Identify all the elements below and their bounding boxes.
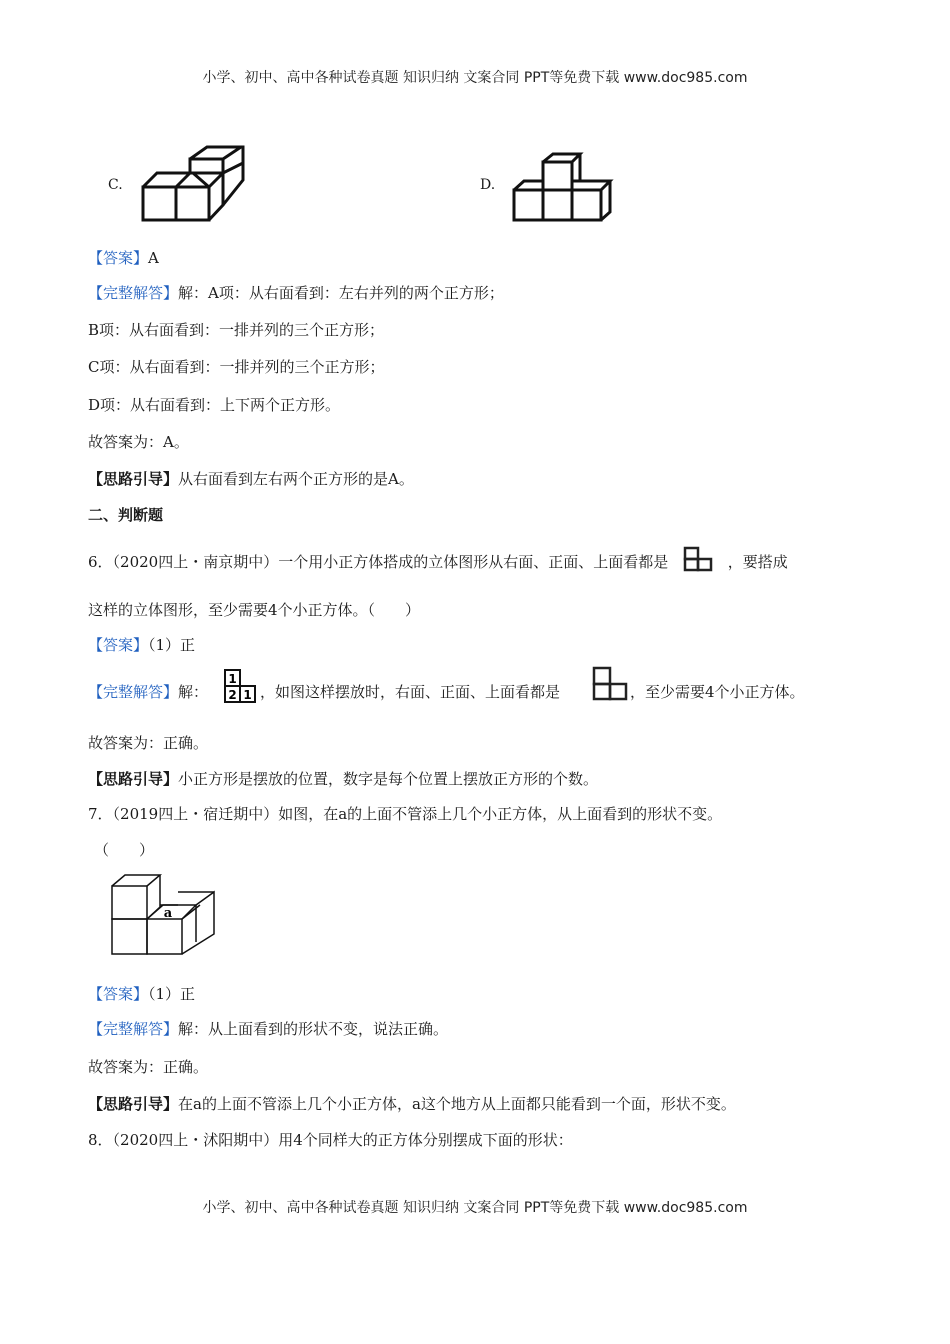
q5-solution-line-4: D项：从右面看到：上下两个正方形。 (88, 396, 341, 414)
grid-top-number: 1 (228, 672, 237, 686)
solution-text: 解：从上面看到的形状不变，说法正确。 (178, 1020, 449, 1038)
answer-value: （1）正 (148, 636, 196, 654)
guide-text: 从右面看到左右两个正方形的是A。 (178, 470, 414, 488)
section-title: 二、判断题 (88, 506, 164, 524)
q7-cubes-figure (108, 872, 223, 957)
number-grid-figure (224, 669, 258, 705)
l-shape-view-icon (592, 666, 628, 702)
solution-tag: 【完整解答】 (88, 683, 179, 701)
guide-tag: 【思路引导】 (88, 770, 179, 788)
solution-tag: 【完整解答】 (88, 1020, 179, 1038)
q5-solution-line-1 (88, 283, 504, 303)
q5-answer-line (88, 248, 159, 268)
q5-guide-line (88, 469, 414, 489)
answer-tag: 【答案】 (88, 985, 149, 1003)
guide-tag: 【思路引导】 (88, 470, 179, 488)
cube-a-label: a (163, 906, 173, 921)
page-header: 小学、初中、高中各种试卷真题 知识归纳 文案合同 PPT等免费下载 www.doc985.com (202, 70, 748, 86)
q6-conclusion: 故答案为：正确。 (88, 734, 209, 752)
q7-conclusion: 故答案为：正确。 (88, 1058, 209, 1076)
grid-bottom-left-number: 2 (228, 688, 237, 702)
grid-bottom-right-number: 1 (243, 688, 252, 702)
option-d-cubes-figure (510, 150, 620, 225)
q5-solution-line-2: B项：从右面看到：一排并列的三个正方形； (88, 321, 385, 339)
q7-stem: 7．（2019四上・宿迁期中）如图，在a的上面不管添上几个小正方体，从上面看到的形状不变。 (88, 805, 723, 823)
q6-stem-a: 6．（2020四上・南京期中）一个用小正方体搭成的立体图形从右面、正面、上面看都是 (88, 553, 669, 571)
solution-mid: ，如图这样摆放时，右面、正面、上面看都是 (260, 683, 561, 701)
l-shape-view-icon (683, 546, 713, 572)
answer-value: （1）正 (148, 985, 196, 1003)
option-d-label: D. (480, 177, 496, 193)
guide-tag: 【思路引导】 (88, 1095, 179, 1113)
q6-stem-line-2: 这样的立体图形，至少需要4个小正方体。（ ） (88, 601, 421, 619)
answer-value: A (148, 249, 159, 267)
option-c-cubes-figure (135, 145, 255, 225)
answer-tag: 【答案】 (88, 249, 149, 267)
solution-end: ，至少需要4个小正方体。 (630, 683, 805, 701)
q5-conclusion: 故答案为：A。 (88, 433, 189, 451)
q6-stem-line-1 (88, 550, 788, 576)
q6-stem-b: ，要搭成 (727, 553, 788, 571)
solution-tag: 【完整解答】 (88, 284, 179, 302)
q6-guide-line (88, 769, 598, 789)
q5-solution-line-3: C项：从右面看到：一排并列的三个正方形； (88, 358, 385, 376)
q6-solution-line (88, 682, 208, 702)
page-footer: 小学、初中、高中各种试卷真题 知识归纳 文案合同 PPT等免费下载 www.doc985.com (202, 1200, 748, 1216)
option-c-label: C. (108, 177, 123, 193)
q7-guide-line (88, 1094, 736, 1114)
q7-answer-line (88, 984, 195, 1004)
q8-stem: 8．（2020四上・沭阳期中）用4个同样大的正方体分别摆成下面的形状： (88, 1131, 573, 1149)
q7-answer-paren: （ ） (94, 841, 155, 859)
q7-solution-line (88, 1019, 448, 1039)
answer-tag: 【答案】 (88, 636, 149, 654)
solution-lead: 解： (178, 683, 209, 701)
q6-answer-line (88, 635, 195, 655)
guide-text: 小正方形是摆放的位置，数字是每个位置上摆放正方形的个数。 (178, 770, 599, 788)
guide-text: 在a的上面不管添上几个小正方体，a这个地方从上面都只能看到一个面，形状不变。 (178, 1095, 736, 1113)
solution-text: 解：A项：从右面看到：左右并列的两个正方形； (178, 284, 504, 302)
